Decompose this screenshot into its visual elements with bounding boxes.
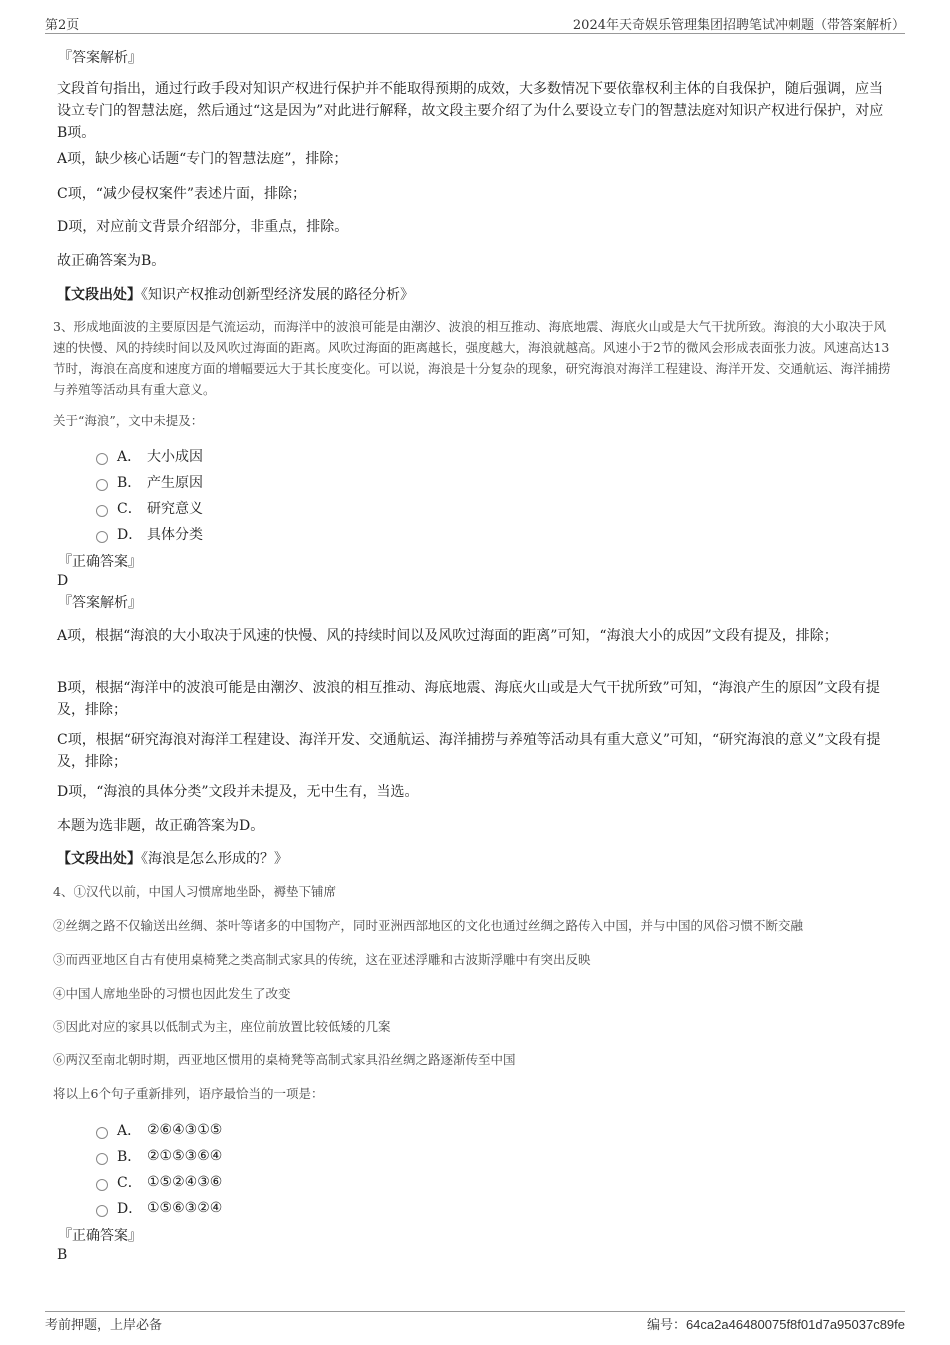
q4-sentence-2: ②丝绸之路不仅输送出丝绸、茶叶等诸多的中国物产，同时亚洲西部地区的文化也通过丝绸之路传入中国，并与中国的风俗习惯不断交融 bbox=[53, 918, 804, 933]
q4-question: 将以上6个句子重新排列，语序最恰当的一项是： bbox=[53, 1086, 324, 1101]
option-text: ②⑥④③①⑤ bbox=[147, 1122, 223, 1138]
option-letter: C． bbox=[117, 1175, 142, 1191]
q4-option-d[interactable] bbox=[96, 1197, 222, 1219]
q4-sentence-3: ③而西亚地区自古有使用桌椅凳之类高制式家具的传统，这在亚述浮雕和古波斯浮雕中有突出反映 bbox=[53, 952, 591, 967]
q3-analysis-option-b: B项，根据“海洋中的波浪可能是由潮汐、波浪的相互推动、海底地震、海底火山或是大气干扰所致”可知，“海浪产生的原因”文段有提及，排除； bbox=[57, 680, 880, 718]
option-text: 大小成因 bbox=[147, 449, 203, 465]
q4-answer: B bbox=[57, 1247, 68, 1263]
option-letter: A． bbox=[117, 1123, 142, 1139]
q3-analysis-option-d: D项，“海浪的具体分类”文段并未提及，无中生有，当选。 bbox=[57, 784, 419, 800]
option-letter: C． bbox=[117, 501, 142, 517]
q3-passage: 3、形成地面波的主要原因是气流运动，而海洋中的波浪可能是由潮汐、波浪的相互推动、海底地震、海底火山或是大气干扰所致。海浪的大小取决于风速的快慢、风的持续时间以及风吹过海面的距离。风吹过海面的距离越长，强度越大，海浪就越高。风速小于2节的微风会形成表面张力波。风速高达13节时，海浪在高度和速度方面的增幅要远大于其长度变化。可以说，海浪是十分复杂的现象，研究海浪对海洋工程建设、海洋开发、交通航运、海洋捕捞与养殖等活动具有重大意义。 bbox=[53, 319, 891, 397]
q4-sentence-6: ⑥两汉至南北朝时期，西亚地区惯用的桌椅凳等高制式家具沿丝绸之路逐渐传至中国 bbox=[53, 1052, 516, 1067]
footer-code-label: 编号： bbox=[646, 1317, 686, 1332]
q3-option-c[interactable] bbox=[96, 497, 203, 519]
footer-divider bbox=[45, 1311, 905, 1312]
radio-icon[interactable] bbox=[96, 1153, 108, 1165]
q4-option-a[interactable] bbox=[96, 1119, 222, 1141]
option-letter: D． bbox=[117, 1201, 143, 1217]
q2-analysis-option-c: C项，“减少侵权案件”表述片面，排除； bbox=[57, 186, 307, 202]
footer-slogan: 考前押题，上岸必备 bbox=[45, 1318, 163, 1333]
footer-code-value: 64ca2a46480075f8f01d7a95037c89fe bbox=[685, 1317, 905, 1332]
option-text: 具体分类 bbox=[147, 527, 203, 543]
q3-analysis-heading: 『答案解析』 bbox=[58, 595, 142, 611]
header-divider bbox=[45, 33, 905, 34]
radio-icon[interactable] bbox=[96, 1127, 108, 1139]
option-text: ①⑤⑥③②④ bbox=[147, 1200, 223, 1216]
q3-source-label: 【文段出处】 bbox=[57, 851, 141, 867]
q2-analysis-option-a: A项，缺少核心话题“专门的智慧法庭”，排除； bbox=[57, 151, 348, 167]
q2-source bbox=[57, 284, 414, 306]
q3-analysis-option-c: C项，根据“研究海浪对海洋工程建设、海洋开发、交通航运、海洋捕捞与养殖等活动具有重大意义”可知，“研究海浪的意义”文段有提及，排除； bbox=[57, 732, 881, 770]
option-letter: A． bbox=[117, 449, 142, 465]
q3-option-b[interactable] bbox=[96, 471, 203, 493]
q4-sentence-1: 4、①汉代以前，中国人习惯席地坐卧，褥垫下铺席 bbox=[53, 884, 336, 899]
option-text: ②①⑤③⑥④ bbox=[147, 1148, 223, 1164]
q3-analysis-option-a: A项，根据“海浪的大小取决于风速的快慢、风的持续时间以及风吹过海面的距离”可知，“海浪大小的成因”文段有提及，排除； bbox=[57, 628, 838, 644]
radio-icon[interactable] bbox=[96, 505, 108, 517]
q2-source-label: 【文段出处】 bbox=[57, 287, 141, 303]
document-title: 2024年天奇娱乐管理集团招聘笔试冲刺题（带答案解析） bbox=[572, 18, 905, 33]
footer-code bbox=[647, 1314, 905, 1333]
option-text: ①⑤②④③⑥ bbox=[147, 1174, 223, 1190]
radio-icon[interactable] bbox=[96, 1179, 108, 1191]
q3-source bbox=[57, 848, 288, 870]
radio-icon[interactable] bbox=[96, 1205, 108, 1217]
q2-source-text: 《知识产权推动创新型经济发展的路径分析》 bbox=[141, 287, 414, 303]
q3-option-d[interactable] bbox=[96, 523, 203, 545]
radio-icon[interactable] bbox=[96, 531, 108, 543]
q3-question: 关于“海浪”，文中未提及： bbox=[53, 413, 204, 428]
q4-sentence-4: ④中国人席地坐卧的习惯也因此发生了改变 bbox=[53, 986, 291, 1001]
q3-answer: D bbox=[57, 573, 69, 589]
option-letter: B． bbox=[117, 475, 142, 491]
q2-analysis-paragraph: 文段首句指出，通过行政手段对知识产权进行保护并不能取得预期的成效，大多数情况下要依靠权利主体的自我保护，随后强调，应当设立专门的智慧法庭，然后通过“这是因为”对此进行解释，故文段主要介绍了为什么要设立专门的智慧法庭对知识产权进行保护，对应B项。 bbox=[57, 81, 884, 141]
radio-icon[interactable] bbox=[96, 453, 108, 465]
q4-option-c[interactable] bbox=[96, 1171, 222, 1193]
page-number: 第2页 bbox=[45, 18, 80, 33]
q2-analysis-option-d: D项，对应前文背景介绍部分，非重点，排除。 bbox=[57, 219, 349, 235]
radio-icon[interactable] bbox=[96, 479, 108, 491]
q4-answer-heading: 『正确答案』 bbox=[58, 1228, 142, 1244]
q4-sentence-5: ⑤因此对应的家具以低制式为主，座位前放置比较低矮的几案 bbox=[53, 1019, 391, 1034]
q4-option-b[interactable] bbox=[96, 1145, 222, 1167]
option-text: 研究意义 bbox=[147, 501, 203, 517]
option-letter: B． bbox=[117, 1149, 142, 1165]
q3-answer-heading: 『正确答案』 bbox=[58, 554, 142, 570]
q3-option-a[interactable] bbox=[96, 445, 203, 467]
q3-conclusion: 本题为选非题，故正确答案为D。 bbox=[57, 818, 265, 834]
option-text: 产生原因 bbox=[147, 475, 203, 491]
q3-source-text: 《海浪是怎么形成的？》 bbox=[141, 851, 288, 867]
option-letter: D． bbox=[117, 527, 143, 543]
q2-conclusion: 故正确答案为B。 bbox=[57, 253, 166, 269]
q2-analysis-heading: 『答案解析』 bbox=[58, 50, 142, 66]
